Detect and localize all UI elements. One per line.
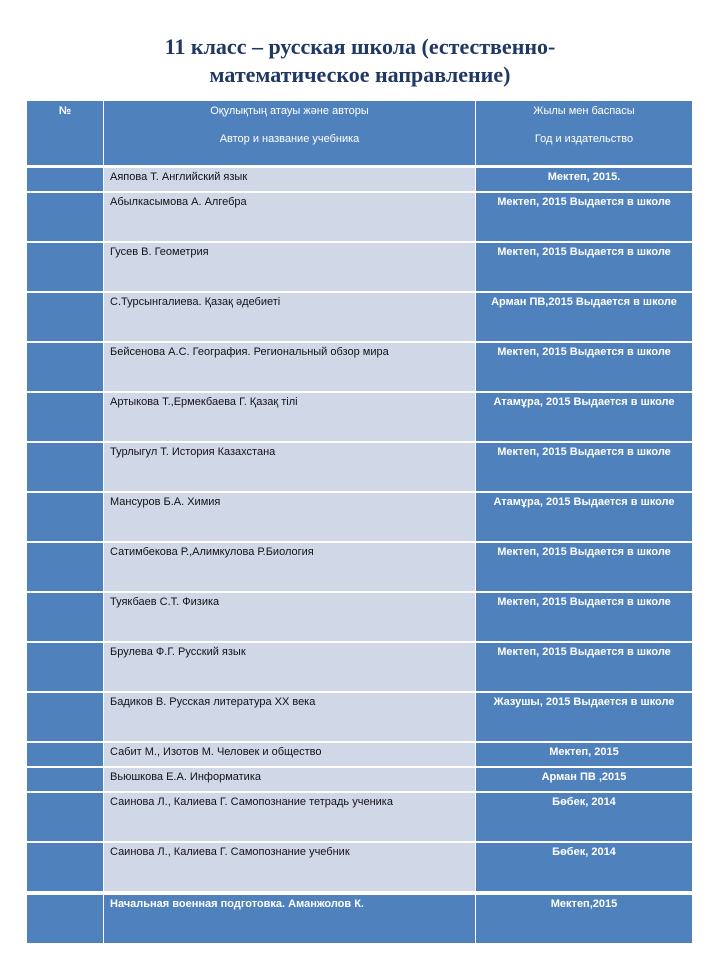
publisher-cell: Арман ПВ,2015 Выдается в школе xyxy=(476,293,692,341)
table-row xyxy=(27,443,692,493)
row-number xyxy=(27,793,104,841)
page-title xyxy=(0,33,720,89)
table-row xyxy=(27,768,692,793)
publisher-cell: Мектеп, 2015 Выдается в школе xyxy=(476,193,692,241)
row-number xyxy=(27,593,104,641)
row-number xyxy=(27,643,104,691)
book-cell: Вьюшкова Е.А. Информатика xyxy=(104,768,476,791)
table-row xyxy=(27,593,692,643)
textbook-table xyxy=(27,101,692,945)
table-row xyxy=(27,168,692,193)
book-cell: Бадиков В. Русская литература ХХ века xyxy=(104,693,476,741)
row-number xyxy=(27,393,104,441)
publisher-cell: Арман ПВ ,2015 xyxy=(476,768,692,791)
publisher-cell: Мектеп, 2015. xyxy=(476,168,692,191)
book-cell: Гусев В. Геометрия xyxy=(104,243,476,291)
table-row xyxy=(27,793,692,843)
row-number xyxy=(27,895,104,943)
book-cell: Абылкасымова А. Алгебра xyxy=(104,193,476,241)
publisher-cell: Мектеп, 2015 Выдается в школе xyxy=(476,643,692,691)
book-cell: Сабит М., Изотов М. Человек и общество xyxy=(104,743,476,766)
header-number: № xyxy=(27,101,104,165)
publisher-cell: Бөбек, 2014 xyxy=(476,843,692,891)
publisher-cell: Мектеп, 2015 xyxy=(476,743,692,766)
table-row xyxy=(27,643,692,693)
table-row xyxy=(27,193,692,243)
book-cell: Бейсенова А.С. География. Региональный обзор мира xyxy=(104,343,476,391)
title-line-1: 11 класс – русская школа (естественно- xyxy=(164,34,556,59)
book-cell: Саинова Л., Калиева Г. Самопознание учебник xyxy=(104,843,476,891)
publisher-cell: Мектеп, 2015 Выдается в школе xyxy=(476,593,692,641)
table-row xyxy=(27,243,692,293)
row-number xyxy=(27,293,104,341)
row-number xyxy=(27,343,104,391)
table-row xyxy=(27,343,692,393)
book-cell: Артыкова Т.,Ермекбаева Г. Қазақ тілі xyxy=(104,393,476,441)
row-number xyxy=(27,193,104,241)
row-number xyxy=(27,493,104,541)
row-number xyxy=(27,693,104,741)
header-book-ru: Автор и название учебника xyxy=(219,133,360,145)
table-row xyxy=(27,293,692,343)
header-publisher-ru: Год и издательство xyxy=(534,133,634,145)
table-header xyxy=(27,101,692,168)
row-number xyxy=(27,243,104,291)
table-row xyxy=(27,493,692,543)
publisher-cell: Мектеп, 2015 Выдается в школе xyxy=(476,543,692,591)
table-row xyxy=(27,743,692,768)
book-cell: Начальная военная подготовка. Аманжолов К. xyxy=(104,895,476,943)
publisher-cell: Мектеп,2015 xyxy=(476,895,692,943)
publisher-cell: Мектеп, 2015 Выдается в школе xyxy=(476,243,692,291)
publisher-cell: Бөбек, 2014 xyxy=(476,793,692,841)
publisher-cell: Жазушы, 2015 Выдается в школе xyxy=(476,693,692,741)
book-cell: Саинова Л., Калиева Г. Самопознание тетрадь ученика xyxy=(104,793,476,841)
header-book xyxy=(104,101,476,165)
book-cell: Брулева Ф.Г. Русский язык xyxy=(104,643,476,691)
book-cell: Аяпова Т. Английский язык xyxy=(104,168,476,191)
row-number xyxy=(27,443,104,491)
row-number xyxy=(27,743,104,766)
row-number xyxy=(27,768,104,791)
header-book-kz: Оқулықтың атауы және авторы xyxy=(210,105,369,117)
row-number xyxy=(27,168,104,191)
publisher-cell: Атамұра, 2015 Выдается в школе xyxy=(476,493,692,541)
book-cell: Мансуров Б.А. Химия xyxy=(104,493,476,541)
book-cell: С.Турсынгалиева. Қазақ әдебиеті xyxy=(104,293,476,341)
table-row xyxy=(27,895,692,945)
table-row xyxy=(27,393,692,443)
row-number xyxy=(27,543,104,591)
book-cell: Сатимбекова Р.,Алимкулова Р.Биология xyxy=(104,543,476,591)
table-row xyxy=(27,543,692,593)
row-number xyxy=(27,843,104,891)
publisher-cell: Атамұра, 2015 Выдается в школе xyxy=(476,393,692,441)
book-cell: Туякбаев С.Т. Физика xyxy=(104,593,476,641)
table-row xyxy=(27,693,692,743)
publisher-cell: Мектеп, 2015 Выдается в школе xyxy=(476,443,692,491)
header-publisher xyxy=(476,101,692,165)
table-row xyxy=(27,843,692,893)
publisher-cell: Мектеп, 2015 Выдается в школе xyxy=(476,343,692,391)
header-publisher-kz: Жылы мен баспасы xyxy=(533,105,635,117)
book-cell: Турлыгул Т. История Казахстана xyxy=(104,443,476,491)
title-line-2: математическое направление) xyxy=(209,62,511,87)
